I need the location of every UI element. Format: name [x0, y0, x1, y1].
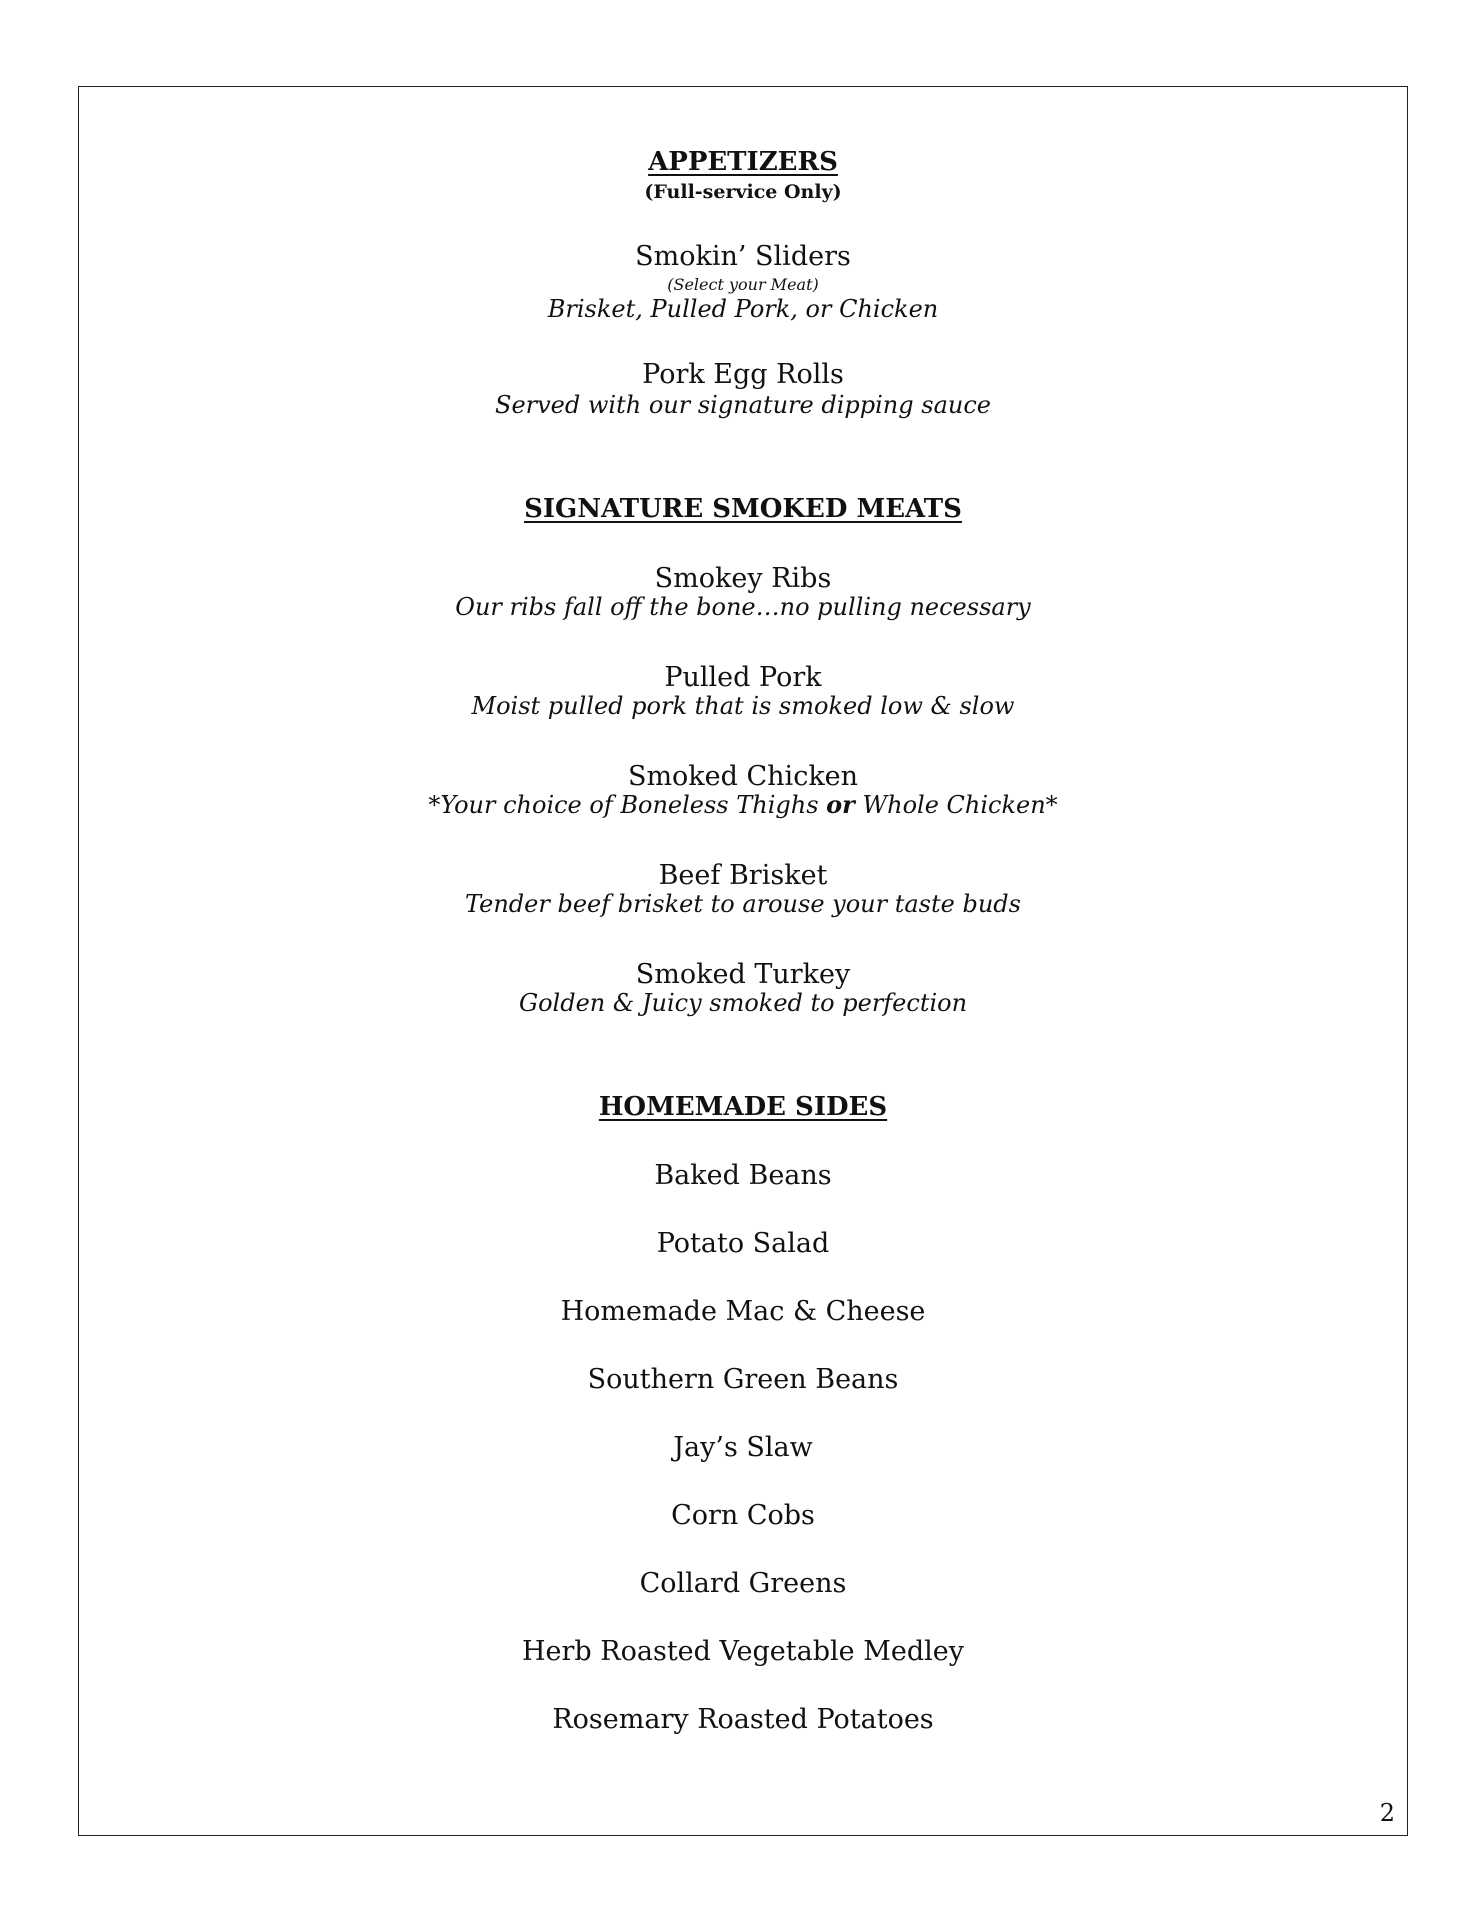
menu-item-name: Smoked Chicken: [627, 761, 859, 792]
side-item: Homemade Mac & Cheese: [560, 1296, 926, 1327]
side-item: Jay’s Slaw: [673, 1432, 813, 1463]
menu-item-name: Smoked Turkey: [635, 959, 851, 990]
description-text: *Your choice of Boneless Thighs: [428, 791, 827, 819]
menu-item-description: Tender beef brisket to arouse your taste buds: [465, 890, 1021, 918]
appetizers-heading: APPETIZERS: [648, 147, 838, 177]
menu-item-name: Pulled Pork: [664, 662, 822, 693]
side-item: Corn Cobs: [671, 1500, 815, 1531]
description-emphasis: or: [826, 790, 855, 819]
menu-item-name: Smokey Ribs: [654, 563, 832, 594]
menu-item-description: Golden & Juicy smoked to perfection: [518, 989, 968, 1017]
description-text: Whole Chicken*: [854, 791, 1058, 819]
menu-item-description: Moist pulled pork that is smoked low & slow: [471, 692, 1015, 720]
side-item: Baked Beans: [654, 1160, 832, 1191]
menu-item-description: Brisket, Pulled Pork, or Chicken: [547, 295, 939, 323]
side-item: Rosemary Roasted Potatoes: [552, 1704, 934, 1735]
side-item: Southern Green Beans: [587, 1364, 899, 1395]
appetizers-subtitle: (Full-service Only): [644, 181, 842, 203]
menu-item-description: Served with our signature dipping sauce: [495, 391, 991, 419]
side-item: Potato Salad: [656, 1228, 830, 1259]
sides-heading: HOMEMADE SIDES: [598, 1092, 888, 1122]
menu-item-description: [79, 790, 1407, 819]
menu-item-name: Pork Egg Rolls: [642, 359, 844, 390]
menu-item-description: Our ribs fall off the bone…no pulling necessary: [455, 593, 1031, 621]
menu-item-name: Smokin’ Sliders: [635, 241, 851, 272]
smoked-meats-heading: SIGNATURE SMOKED MEATS: [524, 494, 962, 524]
page-number: 2: [1379, 1799, 1395, 1827]
side-item: Collard Greens: [639, 1568, 847, 1599]
side-item: Herb Roasted Vegetable Medley: [522, 1636, 964, 1667]
menu-page: [78, 86, 1408, 1836]
menu-item-name: Beef Brisket: [658, 860, 828, 891]
menu-item-note: (Select your Meat): [667, 275, 819, 294]
